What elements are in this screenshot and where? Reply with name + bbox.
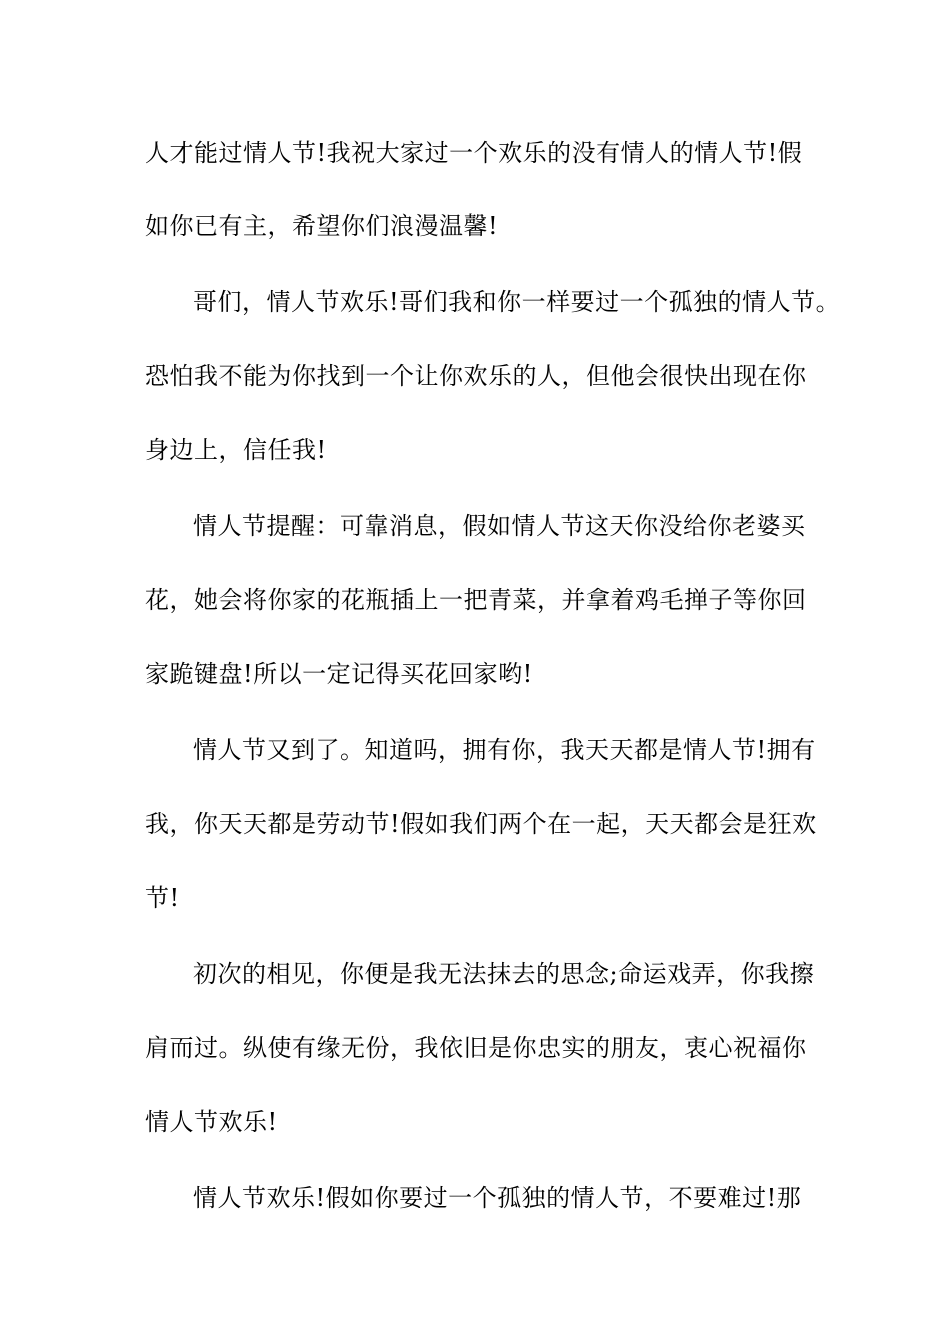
text-line: 情人节欢乐! — [145, 1108, 278, 1136]
paragraph-start-line: 情人节欢乐!假如你要过一个孤独的情人节，不要难过!那 — [193, 1184, 802, 1212]
text-line: 如你已有主，希望你们浪漫温馨! — [145, 212, 499, 240]
paragraph-start-line: 初次的相见，你便是我无法抹去的思念;命运戏弄，你我擦 — [193, 960, 815, 988]
text-line: 家跪键盘!所以一定记得买花回家哟! — [145, 660, 533, 688]
text-line: 节! — [145, 884, 180, 912]
text-line: 花，她会将你家的花瓶插上一把青菜，并拿着鸡毛掸子等你回 — [145, 586, 807, 614]
text-line: 人才能过情人节!我祝大家过一个欢乐的没有情人的情人节!假 — [145, 139, 803, 167]
paragraph-start-line: 哥们，情人节欢乐!哥们我和你一样要过一个孤独的情人节。 — [193, 288, 841, 316]
paragraph-start-line: 情人节提醒：可靠消息，假如情人节这天你没给你老婆买 — [193, 512, 806, 540]
text-line: 我，你天天都是劳动节!假如我们两个在一起，天天都会是狂欢 — [145, 810, 817, 838]
text-line: 肩而过。纵使有缘无份，我依旧是你忠实的朋友，衷心祝福你 — [145, 1034, 807, 1062]
text-line: 恐怕我不能为你找到一个让你欢乐的人，但他会很快出现在你 — [145, 362, 807, 390]
paragraph-start-line: 情人节又到了。知道吗，拥有你，我天天都是情人节!拥有 — [193, 736, 816, 764]
text-line: 身边上，信任我! — [145, 436, 327, 464]
